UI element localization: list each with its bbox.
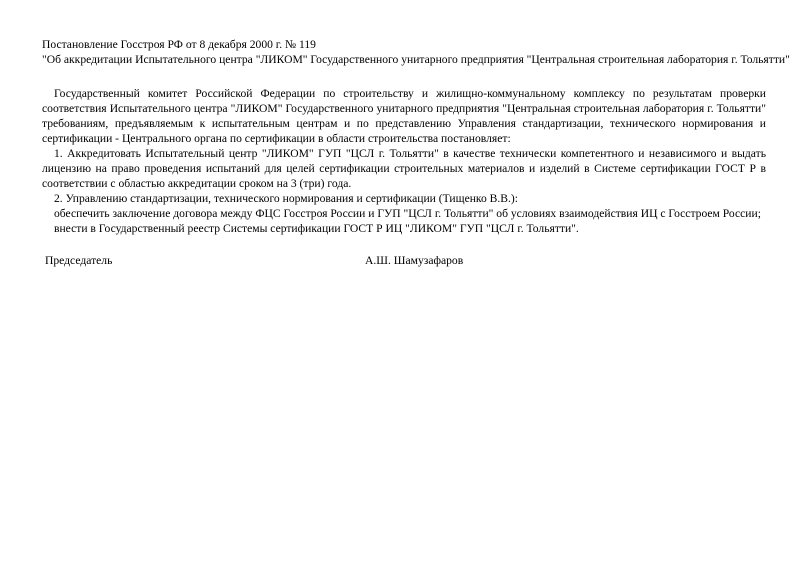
document-page	[42, 37, 790, 268]
signatory-name: А.Ш. Шамузафаров	[365, 254, 464, 267]
signature-block	[42, 253, 766, 268]
item-2b-paragraph: внести в Государственный реестр Системы сертификации ГОСТ Р ИЦ "ЛИКОМ" ГУП "ЦСЛ г. Тольятти".	[54, 222, 579, 235]
item-2-paragraph: 2. Управлению стандартизации, технического нормирования и сертификации (Тищенко В.В.):	[54, 192, 518, 205]
item-1-paragraph: 1. Аккредитовать Испытательный центр "ЛИКОМ" ГУП "ЦСЛ г. Тольятти" в качестве технически компетентного и независимого и выдать лицензию на право проведения испытаний для целей сертификации строительных материалов и изделий в Системе сертификации ГОСТ Р в соответствии с областью аккредитации сроком на 3 (три) года.	[42, 147, 766, 190]
item-2a-paragraph: обеспечить заключение договора между ФЦС Госстроя России и ГУП "ЦСЛ г. Тольятти" об условиях взаимодействия ИЦ с Госстроем России;	[54, 207, 761, 220]
signatory-title: Председатель	[45, 254, 113, 267]
document-title: Постановление Госстроя РФ от 8 декабря 2000 г. № 119	[42, 38, 316, 51]
document-subtitle: "Об аккредитации Испытательного центра "ЛИКОМ" Государственного унитарного предприятия "Центральная строительная лаборатория г. Тольятти"	[42, 53, 790, 66]
document-body	[42, 86, 766, 236]
preamble-paragraph: Государственный комитет Российской Федерации по строительству и жилищно-коммунальному комплексу по результатам проверки соответствия Испытательного центра "ЛИКОМ" Государственного унитарного предприятия "Центральная строительная лаборатория г. Тольятти" требованиям, предъявляемым к испытательным центрам и по представлению Управления стандартизации, технического нормирования и сертификации - Центрального органа по сертификации в области строительства постановляет:	[42, 87, 766, 145]
